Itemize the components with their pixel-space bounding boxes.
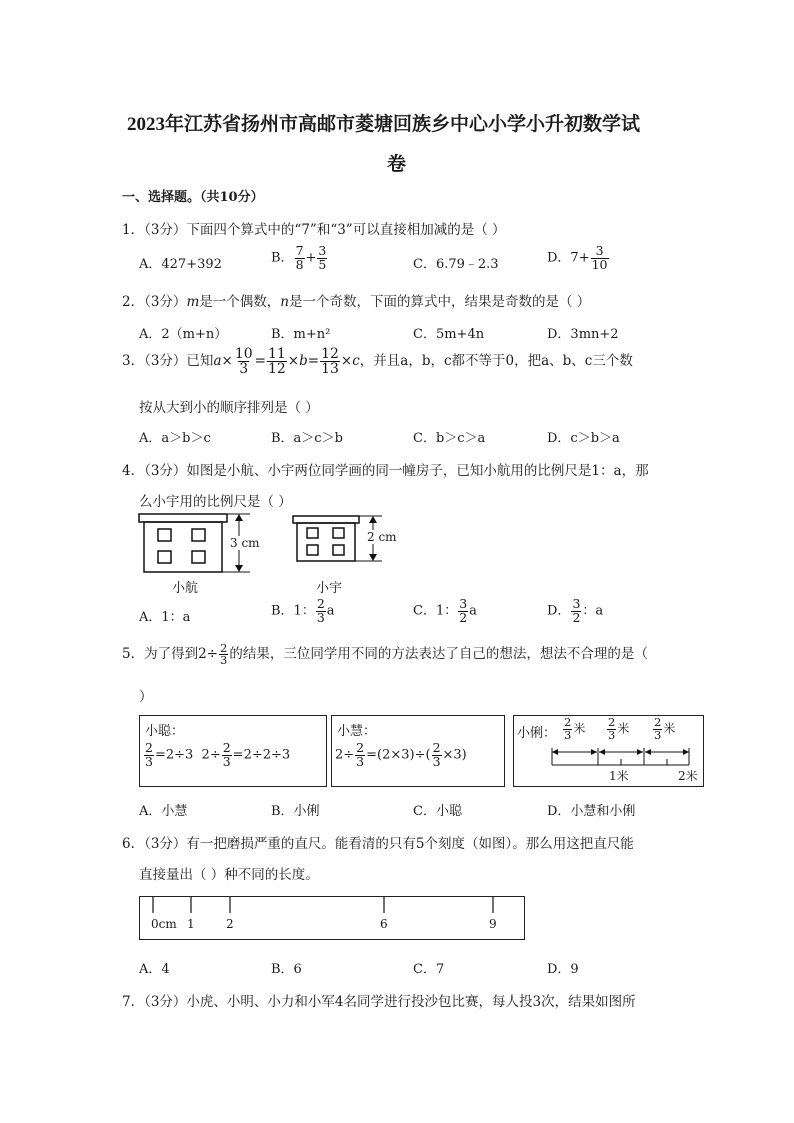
q5-stem-line2: ） (139, 689, 153, 705)
q4-option-a: A．1：a (139, 610, 191, 625)
q4-left-caption: 小航 (172, 581, 199, 596)
q5-option-a: A．小慧 (139, 804, 188, 819)
q6-ruler-ticks (139, 896, 525, 940)
q2-option-b: B．m+n² (271, 327, 331, 342)
q1-stem: 1．（3分）下面四个算式中的“7”和“3”可以直接相加减的是（ ） (122, 222, 506, 238)
q5-number-line (513, 715, 702, 785)
q1-option-c: C．6.79﹣2.3 (413, 257, 499, 272)
q6-option-c: C．7 (413, 962, 445, 977)
q2-option-d: D．3mn+2 (547, 327, 619, 342)
q1-option-d: D．7+ $\frac{3}{10}$ (547, 243, 608, 272)
q6-option-b: B．6 (271, 962, 302, 977)
q3-option-b: B．a＞c＞b (271, 431, 343, 446)
q4-option-b: B．1： $\frac{2}{3}$ a (271, 596, 335, 625)
q5-option-d: D．小慧和小俐 (547, 804, 636, 819)
q3-stem-line1: 3．（3分）已知a× $\frac{10}{3}$ = $\frac{11}{12}$ ×b= $\frac{12}{13}$ ×c，并且a，b，c都不等于0，把a、b、c三个数 (122, 346, 633, 377)
title-line1: 2023年江苏省扬州市高邮市菱塘回族乡中心小学小升初数学试 (127, 114, 641, 135)
q2-option-c: C．5m+4n (413, 327, 485, 342)
q5-box1-formula: $\frac{2}{3}$ =2÷3 2÷ $\frac{2}{3}$ =2÷2÷3 (145, 740, 291, 769)
q5-box3-seg1-label: $\frac{2}{3}$ 米 (564, 715, 586, 742)
q3-option-a: A．a＞b＞c (139, 431, 211, 446)
q5-box2-name: 小慧： (337, 724, 377, 739)
q3-option-c: C．b＞c＞a (413, 431, 486, 446)
q2-option-a: A．2（m+n） (139, 327, 228, 342)
q5-tick-1m: 1米 (609, 769, 629, 783)
q3-stem-line2: 按从大到小的顺序排列是（ ） (139, 400, 319, 416)
q4-option-d: D． $\frac{3}{2}$ ：a (547, 596, 604, 625)
q2-stem: 2．（3分）m是一个偶数，n是一个奇数，下面的算式中，结果是奇数的是（ ） (122, 294, 591, 310)
q5-box3-seg3-label: $\frac{2}{3}$ 米 (654, 715, 676, 742)
q6-ruler-label-0: 0cm (151, 917, 177, 931)
q6-ruler-label-2: 2 (226, 917, 234, 931)
q7-stem-line1: 7．（3分）小虎、小明、小力和小军4名同学进行投沙包比赛，每人投3次，结果如图所 (122, 994, 636, 1010)
q5-box1-name: 小聪： (145, 724, 185, 739)
q3-option-d: D．c＞b＞a (547, 431, 620, 446)
q4-right-caption: 小宇 (316, 581, 343, 596)
q5-stem-line1: 5．为了得到2÷ $\frac{2}{3}$ 的结果，三位同学用不同的方法表达了自己的想法，想法不合理的是（ (122, 640, 648, 667)
q6-ruler-label-1: 1 (187, 917, 195, 931)
q1-option-a: A．427+392 (139, 257, 222, 272)
q6-option-d: D．9 (547, 962, 579, 977)
q4-option-c: C．1： $\frac{3}{2}$ a (413, 596, 477, 625)
q6-ruler-label-6: 6 (380, 917, 388, 931)
q5-box3-name: 小俐： (517, 726, 557, 741)
q6-stem-line1: 6．（3分）有一把磨损严重的直尺。能看清的只有5个刻度（如图）。那么用这把直尺能 (122, 836, 634, 852)
q1-option-b: B． $\frac{7}{8}$ + $\frac{3}{5}$ (271, 243, 327, 272)
q5-box3-seg2-label: $\frac{2}{3}$ 米 (608, 715, 630, 742)
q5-option-b: B．小俐 (271, 804, 320, 819)
q6-ruler-label-9: 9 (489, 917, 497, 931)
title-line2: 卷 (387, 154, 407, 175)
section-heading: 一、选择题。（共10分） (122, 190, 264, 205)
q5-option-c: C．小聪 (413, 804, 462, 819)
q4-left-dimension: 3 cm (230, 536, 260, 550)
q5-box2-formula: 2÷ $\frac{2}{3}$ =(2×3)÷( $\frac{2}{3}$ ×3) (335, 740, 467, 769)
q6-stem-line2: 直接量出（ ）种不同的长度。 (139, 867, 319, 883)
q4-stem-line1: 4．（3分）如图是小航、小宇两位同学画的同一幢房子，已知小航用的比例尺是1：a，那 (122, 463, 649, 479)
q5-tick-2m: 2米 (678, 769, 698, 783)
q4-right-dimension: 2 cm (367, 530, 397, 544)
q4-stem-line2: 么小宇用的比例尺是（ ） (139, 494, 292, 510)
q6-option-a: A．4 (139, 962, 170, 977)
